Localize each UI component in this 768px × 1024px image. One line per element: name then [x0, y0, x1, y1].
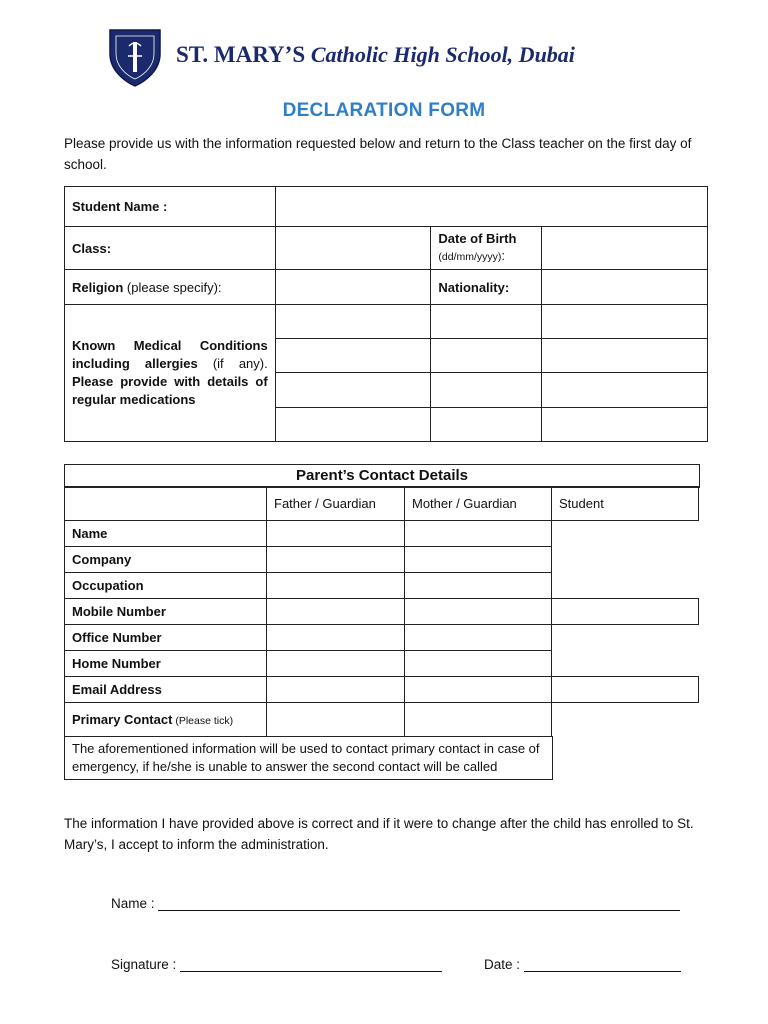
name-signoff-line[interactable]	[158, 896, 680, 911]
mother-company-field[interactable]	[405, 547, 552, 573]
name-signoff-label: Name :	[111, 896, 155, 911]
religion-label-text: Religion	[72, 279, 124, 295]
row-label-mobile: Mobile Number	[65, 599, 267, 625]
dob-colon: :	[501, 248, 506, 263]
mother-name-field[interactable]	[405, 521, 552, 547]
primary-contact-label: Primary Contact	[72, 712, 173, 727]
mother-occupation-field[interactable]	[405, 573, 552, 599]
row-label-primary-contact	[65, 703, 267, 737]
father-primary-tick[interactable]	[267, 703, 405, 737]
medical-field[interactable]	[431, 408, 542, 442]
medical-label-3: Please provide with details of regular medications	[72, 374, 268, 407]
student-name-field[interactable]	[275, 187, 707, 227]
declaration-text: The information I have provided above is correct and if it were to change after the child has enrolled to St. Mary’s, I accept to inform the administration.	[64, 816, 694, 852]
medical-label-1: Known Medical Conditions including allergies	[72, 338, 268, 371]
parent-contact-table	[64, 486, 699, 737]
date-signoff-line[interactable]	[524, 957, 681, 972]
school-crest-logo	[108, 28, 162, 88]
corner-cell	[65, 487, 267, 521]
column-father: Father / Guardian	[267, 487, 405, 521]
student-email-field[interactable]	[552, 677, 699, 703]
medical-field[interactable]	[431, 373, 542, 408]
emergency-note: The aforementioned information will be used to contact primary contact in case of emergency, if he/she is unable to answer the second contact will be called	[64, 736, 553, 780]
row-label-company: Company	[65, 547, 267, 573]
school-name-bold: ST. MARY’S	[176, 42, 306, 67]
student-mobile-field[interactable]	[552, 599, 699, 625]
signature-signoff	[111, 957, 442, 972]
medical-field[interactable]	[542, 373, 708, 408]
dob-label-text: Date of Birth	[438, 231, 517, 246]
class-field[interactable]	[275, 227, 431, 270]
row-label-email: Email Address	[65, 677, 267, 703]
empty-cell	[552, 547, 699, 573]
date-signoff	[484, 957, 681, 972]
empty-cell	[552, 573, 699, 599]
father-name-field[interactable]	[267, 521, 405, 547]
parent-contact-title: Parent’s Contact Details	[64, 464, 700, 488]
medical-field[interactable]	[542, 408, 708, 442]
date-signoff-label: Date :	[484, 957, 521, 972]
nationality-field[interactable]	[542, 270, 708, 305]
empty-cell	[552, 651, 699, 677]
mother-primary-tick[interactable]	[405, 703, 552, 737]
medical-field[interactable]	[431, 339, 542, 373]
dob-label	[431, 227, 542, 270]
name-signoff	[111, 896, 680, 911]
signature-signoff-line[interactable]	[180, 957, 442, 972]
empty-cell	[552, 703, 699, 737]
form-title: DECLARATION FORM	[282, 100, 486, 121]
school-name-italic: Catholic High School, Dubai	[310, 42, 575, 67]
row-label-office: Office Number	[65, 625, 267, 651]
father-company-field[interactable]	[267, 547, 405, 573]
father-occupation-field[interactable]	[267, 573, 405, 599]
row-label-home: Home Number	[65, 651, 267, 677]
medical-field[interactable]	[431, 305, 542, 339]
student-info-table	[64, 186, 708, 442]
dob-field[interactable]	[542, 227, 708, 270]
empty-cell	[552, 521, 699, 547]
empty-cell	[552, 625, 699, 651]
mother-office-field[interactable]	[405, 625, 552, 651]
father-home-field[interactable]	[267, 651, 405, 677]
medical-label-2: (if any).	[197, 356, 268, 371]
medical-label	[65, 305, 276, 442]
father-mobile-field[interactable]	[267, 599, 405, 625]
student-name-label: Student Name :	[65, 187, 276, 227]
father-email-field[interactable]	[267, 677, 405, 703]
medical-field[interactable]	[275, 339, 431, 373]
religion-field[interactable]	[275, 270, 431, 305]
religion-label	[65, 270, 276, 305]
row-label-name: Name	[65, 521, 267, 547]
row-label-occupation: Occupation	[65, 573, 267, 599]
medical-field[interactable]	[275, 305, 431, 339]
medical-field[interactable]	[542, 339, 708, 373]
column-mother: Mother / Guardian	[405, 487, 552, 521]
mother-home-field[interactable]	[405, 651, 552, 677]
mother-mobile-field[interactable]	[405, 599, 552, 625]
mother-email-field[interactable]	[405, 677, 552, 703]
medical-field[interactable]	[542, 305, 708, 339]
medical-field[interactable]	[275, 373, 431, 408]
religion-note: (please specify):	[123, 279, 222, 295]
column-student: Student	[552, 487, 699, 521]
dob-format: (dd/mm/yyyy)	[438, 251, 502, 263]
signature-signoff-label: Signature :	[111, 957, 177, 972]
medical-field[interactable]	[275, 408, 431, 442]
primary-contact-note: (Please tick)	[172, 715, 234, 727]
school-name	[176, 42, 575, 68]
intro-text: Please provide us with the information requested below and return to the Class teacher on the first day of school.	[64, 136, 692, 172]
father-office-field[interactable]	[267, 625, 405, 651]
nationality-label: Nationality:	[431, 270, 542, 305]
class-label: Class:	[65, 227, 276, 270]
